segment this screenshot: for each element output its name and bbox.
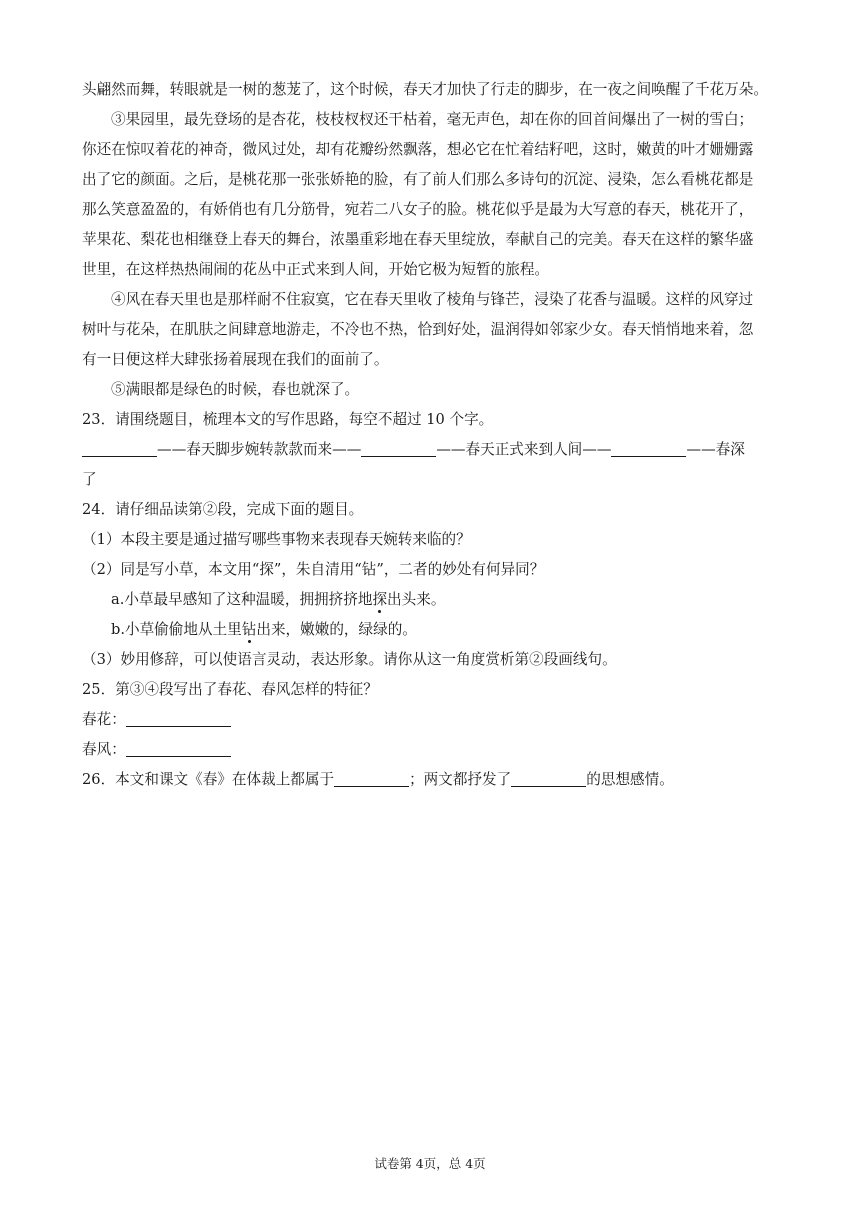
question-26 <box>82 765 782 795</box>
emphasis-dot-char: 探 <box>372 591 388 608</box>
paragraph-3 <box>82 105 782 285</box>
option-text: a.小草最早感知了这种温暖，拥拥挤挤地 <box>111 591 373 608</box>
passage-line: 树叶与花朵，在肌肤之间肆意地游走，不冷也不热，恰到好处，温润得如邻家少女。春天悄悄地来着，忽 <box>82 321 754 338</box>
exam-page <box>82 75 782 795</box>
question-23-answer-tail: 了 <box>82 471 97 488</box>
passage-line: 你还在惊叹着花的神奇，微风过处，却有花瓣纷然飘落，想必它在忙着结籽吧，这时，嫩黄的叶才姗姗露 <box>82 141 754 158</box>
paragraph-5: ⑤满眼都是绿色的时候，春也就深了。 <box>111 381 360 398</box>
page-footer: 试卷第 4页，总 4页 <box>374 1156 486 1171</box>
answer-blank[interactable] <box>334 768 409 787</box>
passage-line: 出了它的颜面。之后，是桃花那一张张娇艳的脸，有了前人们那么多诗句的沉淀、浸染，怎么看桃花都是 <box>82 171 754 188</box>
question-24-sub-1: （1）本段主要是通过描写哪些事物来表现春天婉转来临的？ <box>82 531 471 548</box>
paragraph-4 <box>82 285 782 375</box>
answer-blank[interactable] <box>611 438 686 457</box>
field-label: 春风： <box>82 741 126 758</box>
question-text: ；两文都抒发了 <box>409 771 512 788</box>
passage-line: 世里，在这样热热闹闹的花丛中正式来到人间，开始它极为短暂的旅程。 <box>82 261 550 278</box>
question-25-wind-line <box>82 735 782 765</box>
answer-blank[interactable] <box>126 708 231 727</box>
question-24-option-a <box>82 585 782 615</box>
field-label: 春花： <box>82 711 126 728</box>
question-24-sub-2: （2）同是写小草，本文用“探”，朱自清用“钻”，二者的妙处有何异同？ <box>82 561 545 578</box>
passage-line: ④风在春天里也是那样耐不住寂寞，它在春天里收了棱角与锋芒，浸染了花香与温暖。这样的风穿过 <box>111 291 754 308</box>
question-text: 的思想感情。 <box>586 771 674 788</box>
question-23-answer-line <box>82 435 782 465</box>
option-text: b.小草偷偷地从土里 <box>111 621 242 638</box>
question-24-sub-3: （3）妙用修辞，可以使语言灵动，表达形象。请你从这一角度赏析第②段画线句。 <box>82 651 617 668</box>
answer-blank[interactable] <box>82 438 157 457</box>
question-25-flower-line <box>82 705 782 735</box>
question-23-prompt: 23．请围绕题目，梳理本文的写作思路，每空不超过 10 个字。 <box>82 411 494 428</box>
answer-blank[interactable] <box>511 768 586 787</box>
question-25-prompt: 25．第③④段写出了春花、春风怎样的特征？ <box>82 681 378 698</box>
passage-line: ③果园里，最先登场的是杏花，枝枝杈杈还干枯着，毫无声色，却在你的回首间爆出了一树的雪白； <box>111 111 754 128</box>
outline-segment: ——春天脚步婉转款款而来—— <box>157 441 362 458</box>
question-text: 26．本文和课文《春》在体裁上都属于 <box>82 771 335 788</box>
passage-line: 苹果花、梨花也相继登上春天的舞台，浓墨重彩地在春天里绽放，奉献自己的完美。春天在这样的繁华盛 <box>82 231 754 248</box>
question-24-prompt: 24．请仔细品读第②段，完成下面的题目。 <box>82 501 364 518</box>
option-text: 出来，嫩嫩的，绿绿的。 <box>256 621 417 638</box>
outline-segment: ——春深 <box>686 441 745 458</box>
passage-line: 头翩然而舞，转眼就是一树的葱茏了，这个时候，春天才加快了行走的脚步，在一夜之间唤醒了千花万朵。 <box>82 81 768 98</box>
question-24-option-b <box>82 615 782 645</box>
passage-line: 那么笑意盈盈的，有娇俏也有几分筋骨，宛若二八女子的脸。桃花似乎是最为大写意的春天，桃花开了， <box>82 201 754 218</box>
answer-blank[interactable] <box>361 438 436 457</box>
outline-segment: ——春天正式来到人间—— <box>436 441 612 458</box>
answer-blank[interactable] <box>126 738 231 757</box>
emphasis-dot-char: 钻 <box>241 621 257 638</box>
passage-line: 有一日便这样大肆张扬着展现在我们的面前了。 <box>82 351 389 368</box>
option-text: 出头来。 <box>387 591 446 608</box>
